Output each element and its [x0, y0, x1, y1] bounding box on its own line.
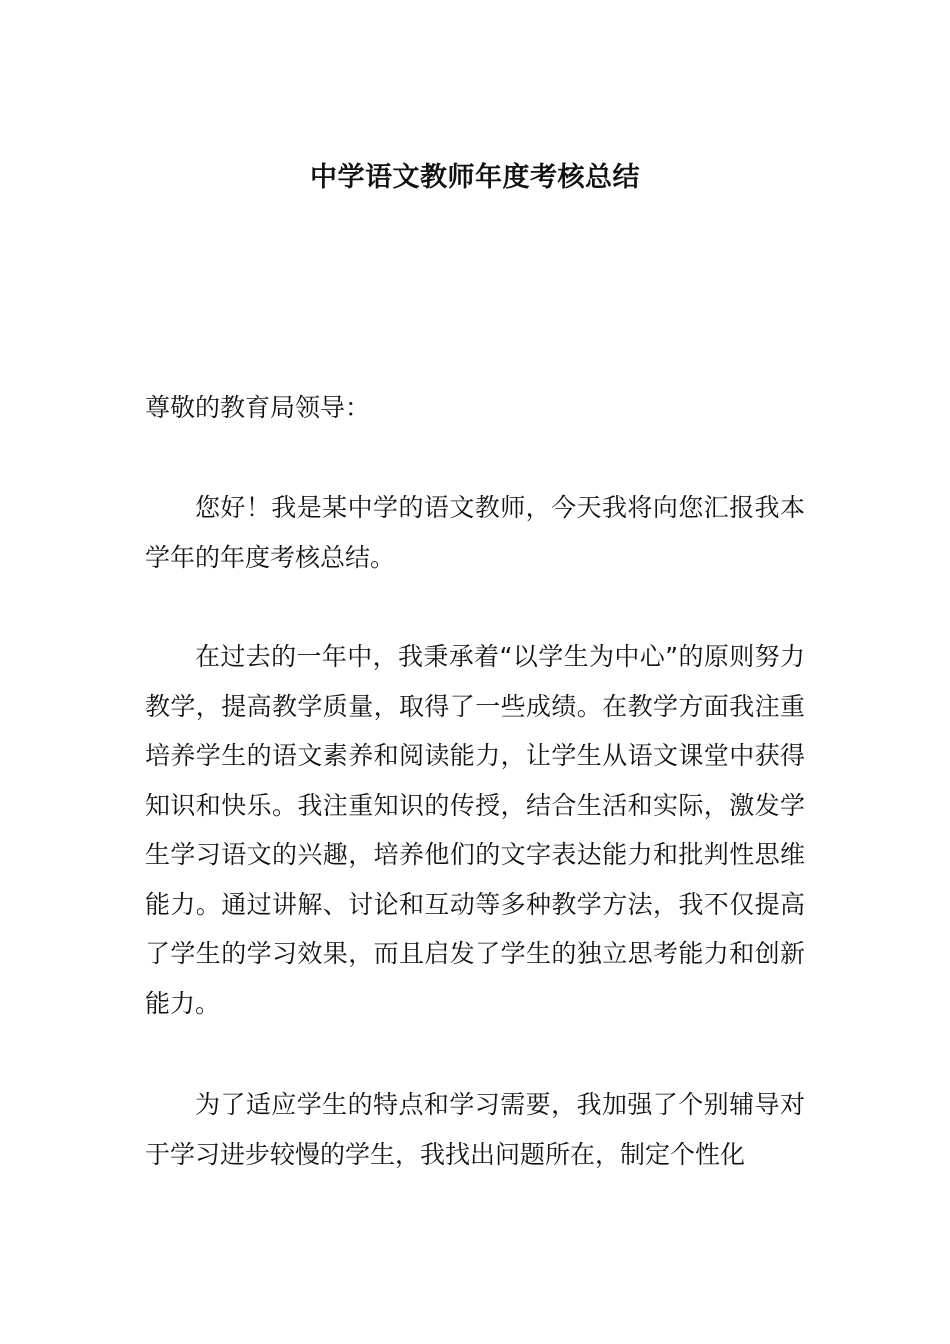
- paragraph-3-text: 为了适应学生的特点和学习需要，我加强了个别辅导对于学习进步较慢的学生，我找出问题所在，制定个性化: [145, 1090, 805, 1169]
- document-title: 中学语文教师年度考核总结: [310, 162, 640, 193]
- paragraph-1: [145, 483, 805, 582]
- paragraph-3: [145, 1080, 805, 1179]
- paragraph-2-text: 在过去的一年中，我秉承着“以学生为中心”的原则努力教学，提高教学质量，取得了一些成绩。在教学方面我注重培养学生的语文素养和阅读能力，让学生从语文课堂中获得知识和快乐。我注重知识的传授，结合生活和实际，激发学生学习语文的兴趣，培养他们的文字表达能力和批判性思维能力。通过讲解、讨论和互动等多种教学方法，我不仅提高了学生的学习效果，而且启发了学生的独立思考能力和创新能力。: [145, 642, 805, 1018]
- paragraph-2: [145, 632, 805, 1028]
- salutation: 尊敬的教育局领导：: [145, 393, 371, 422]
- paragraph-1-text: 您好！我是某中学的语文教师，今天我将向您汇报我本学年的年度考核总结。: [145, 493, 805, 572]
